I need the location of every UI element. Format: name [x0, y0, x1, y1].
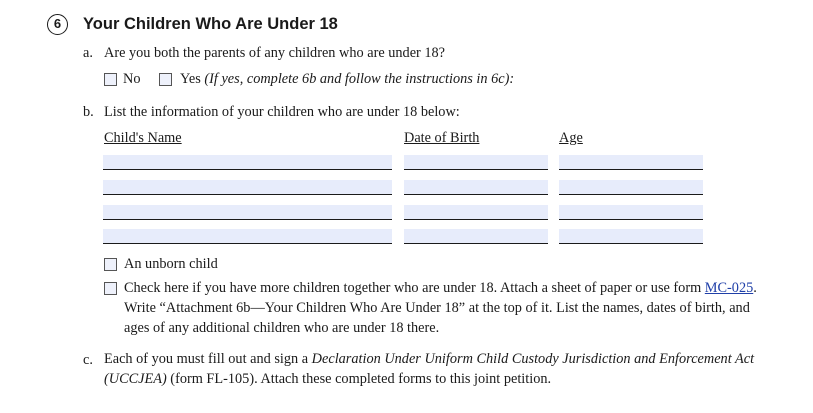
item-b-letter: b.	[83, 104, 94, 120]
item-a-question: Are you both the parents of any children who are under 18?	[104, 45, 446, 61]
mc-025-link[interactable]: MC-025	[704, 280, 754, 296]
column-header-name: Child's Name	[104, 130, 182, 146]
child-name-field[interactable]	[103, 229, 392, 244]
child-name-field[interactable]	[103, 180, 392, 195]
no-checkbox[interactable]	[104, 73, 117, 86]
unborn-child-checkbox[interactable]	[104, 258, 117, 271]
item-a-letter: a.	[83, 45, 93, 61]
item-c-text: Each of you must fill out and sign a Declaration Under Uniform Child Custody Jurisdiction and Enforcement Act (UCCJEA) (form FL-105). Attach these completed forms to this joint petition.	[104, 351, 755, 387]
yes-checkbox[interactable]	[159, 73, 172, 86]
section-title: Your Children Who Are Under 18	[83, 15, 338, 33]
child-age-field[interactable]	[559, 229, 703, 244]
child-dob-field[interactable]	[404, 155, 548, 170]
yes-label: Yes (If yes, complete 6b and follow the instructions in 6c):	[180, 71, 515, 87]
no-label: No	[123, 71, 141, 87]
section-number-badge: 6	[47, 14, 68, 35]
column-header-dob: Date of Birth	[404, 130, 480, 146]
child-name-field[interactable]	[103, 155, 392, 170]
unborn-child-label: An unborn child	[124, 256, 218, 272]
column-header-age: Age	[559, 130, 583, 146]
child-age-field[interactable]	[559, 205, 703, 220]
child-dob-field[interactable]	[404, 205, 548, 220]
child-name-field[interactable]	[103, 205, 392, 220]
child-age-field[interactable]	[559, 155, 703, 170]
item-c-letter: c.	[83, 352, 93, 368]
child-dob-field[interactable]	[404, 180, 548, 195]
more-children-checkbox[interactable]	[104, 282, 117, 295]
child-dob-field[interactable]	[404, 229, 548, 244]
child-age-field[interactable]	[559, 180, 703, 195]
more-children-text: Check here if you have more children together who are under 18. Attach a sheet of paper or use form MC-025. Write “Attachment 6b—Your Children Who Are Under 18” at the top of it. List the names, dates of birth, and ages of any additional children who are under 18 there.	[124, 280, 757, 336]
item-b-instruction: List the information of your children who are under 18 below:	[104, 104, 460, 120]
